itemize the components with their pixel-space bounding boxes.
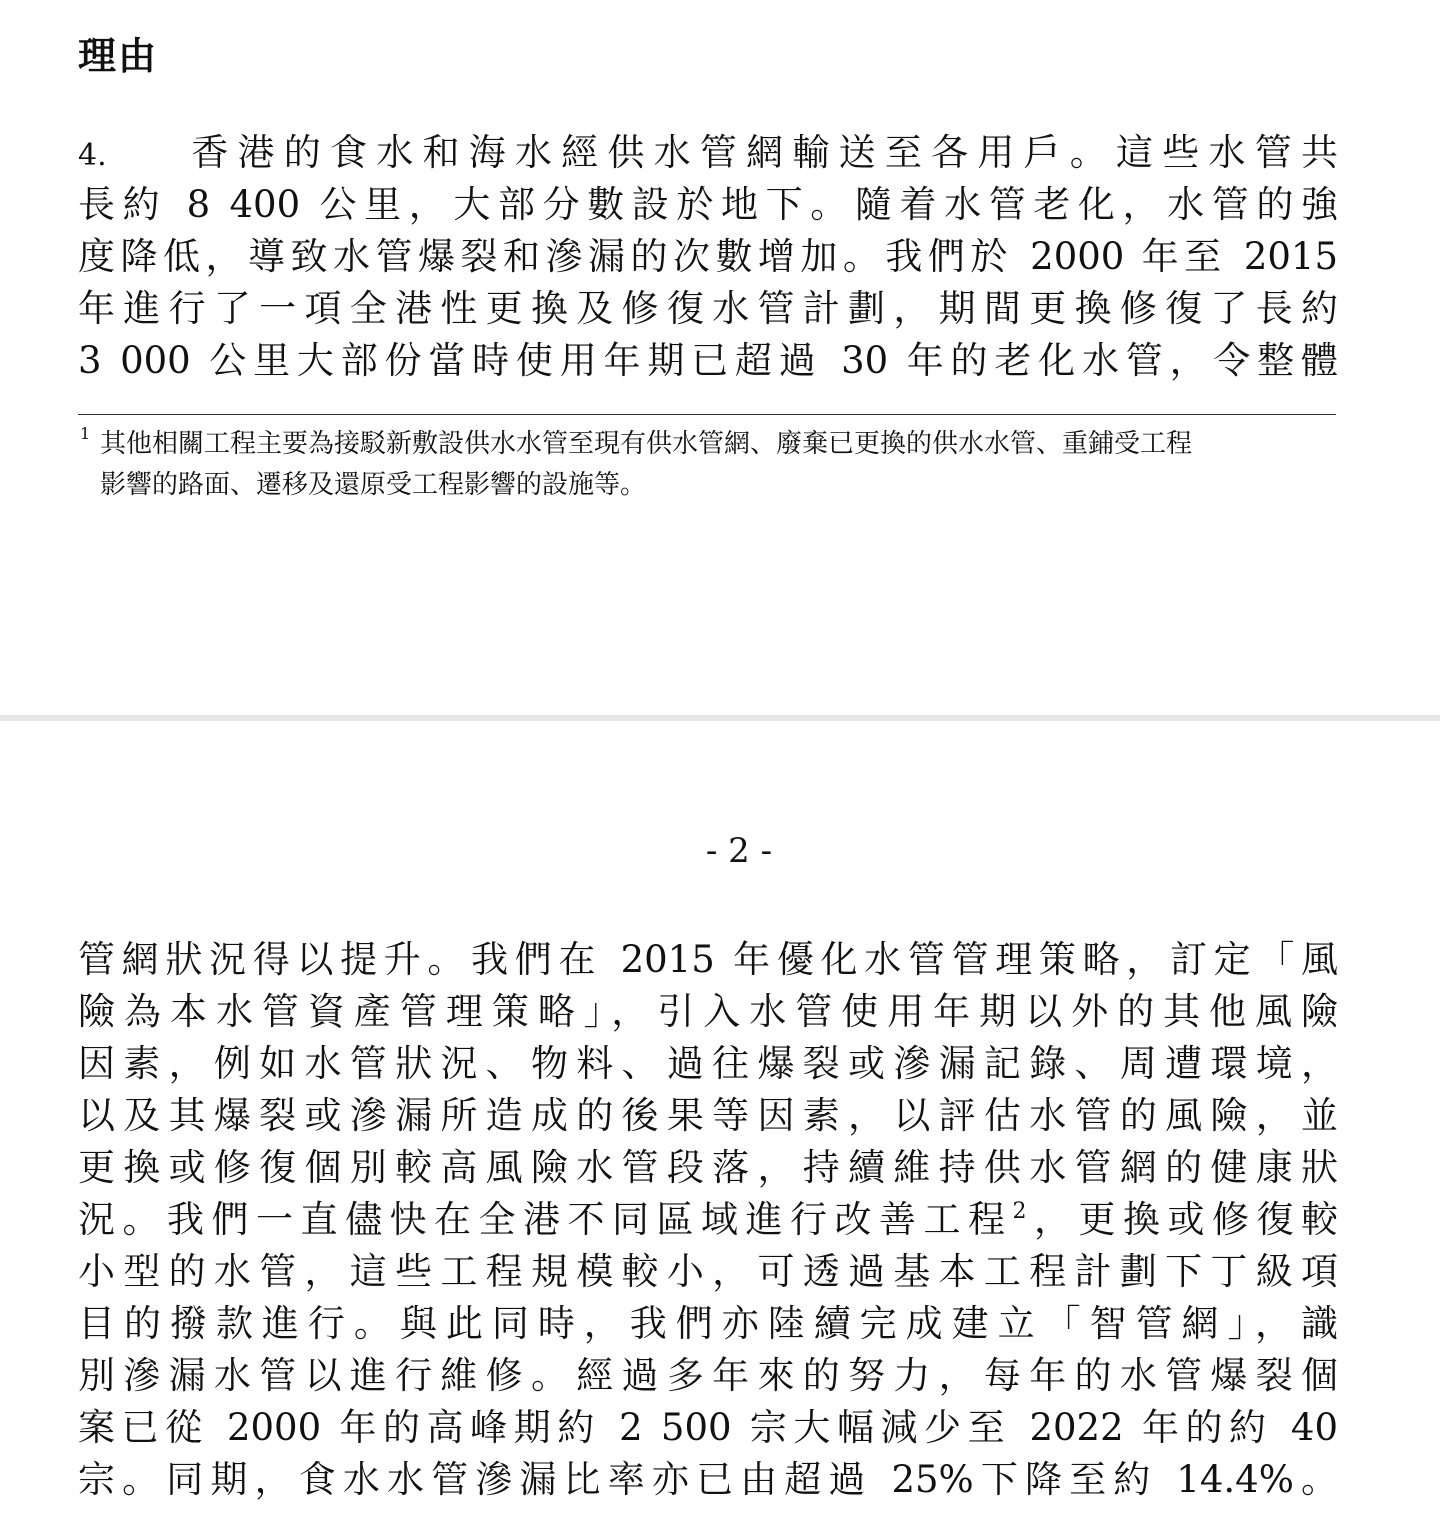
paragraph-line bbox=[78, 1194, 1338, 1246]
paragraph-number: 4. bbox=[78, 138, 107, 173]
paragraph-line bbox=[78, 127, 1338, 179]
footnote-line: 其他相關工程主要為接駁新敷設供水水管至現有供水管網、廢棄已更換的供水水管、重鋪受工程 bbox=[100, 429, 1193, 459]
paragraph-line: 險為本水管資產管理策略」，引入水管使用年期以外的其他風險 bbox=[78, 990, 1338, 1033]
paragraph-line: 宗。同期，食水水管滲漏比率亦已由超過 25%下降至約 14.4%。 bbox=[78, 1458, 1338, 1501]
paragraph-line: 因素，例如水管狀況、物料、過往爆裂或滲漏記錄、周遭環境， bbox=[78, 1042, 1338, 1085]
page-number: - 2 - bbox=[705, 831, 773, 871]
section-heading: 理由 bbox=[78, 33, 159, 78]
line-text: 況。我們一直儘快在全港不同區域進行改善工程 bbox=[78, 1198, 1013, 1241]
document-page-1 bbox=[0, 0, 1440, 715]
footnote-separator bbox=[78, 414, 1336, 415]
line-text: ，更換或修復較 bbox=[1026, 1198, 1338, 1241]
paragraph-line: 更換或修復個別較高風險水管段落，持續維持供水管網的健康狀 bbox=[78, 1146, 1338, 1189]
footnote-reference: 2 bbox=[1012, 1199, 1027, 1224]
footnote-line: 影響的路面、遷移及還原受工程影響的設施等。 bbox=[100, 470, 647, 500]
paragraph-line: 管網狀況得以提升。我們在 2015 年優化水管管理策略，訂定「風 bbox=[78, 938, 1338, 981]
paragraph-line: 3 000 公里大部份當時使用年期已超過 30 年的老化水管，令整體 bbox=[78, 339, 1338, 382]
paragraph-line: 度降低，導致水管爆裂和滲漏的次數增加。我們於 2000 年至 2015 bbox=[78, 235, 1338, 278]
paragraph-line: 年進行了一項全港性更換及修復水管計劃，期間更換修復了長約 bbox=[78, 287, 1338, 330]
paragraph-line: 長約 8 400 公里，大部分數設於地下。隨着水管老化，水管的強 bbox=[78, 183, 1338, 226]
paragraph-line: 以及其爆裂或滲漏所造成的後果等因素，以評估水管的風險，並 bbox=[78, 1094, 1338, 1137]
paragraph-first-line-text: 香港的食水和海水經供水管網輸送至各用戶。這些水管共 bbox=[182, 131, 1338, 174]
paragraph-line: 別滲漏水管以進行維修。經過多年來的努力，每年的水管爆裂個 bbox=[78, 1354, 1338, 1397]
paragraph-line: 案已從 2000 年的高峰期約 2 500 宗大幅減少至 2022 年的約 40 bbox=[78, 1406, 1338, 1449]
paragraph-line: 目的撥款進行。與此同時，我們亦陸續完成建立「智管網」，識 bbox=[78, 1302, 1338, 1345]
paragraph-line: 小型的水管，這些工程規模較小，可透過基本工程計劃下丁級項 bbox=[78, 1250, 1338, 1293]
footnote-marker: 1 bbox=[80, 424, 91, 443]
